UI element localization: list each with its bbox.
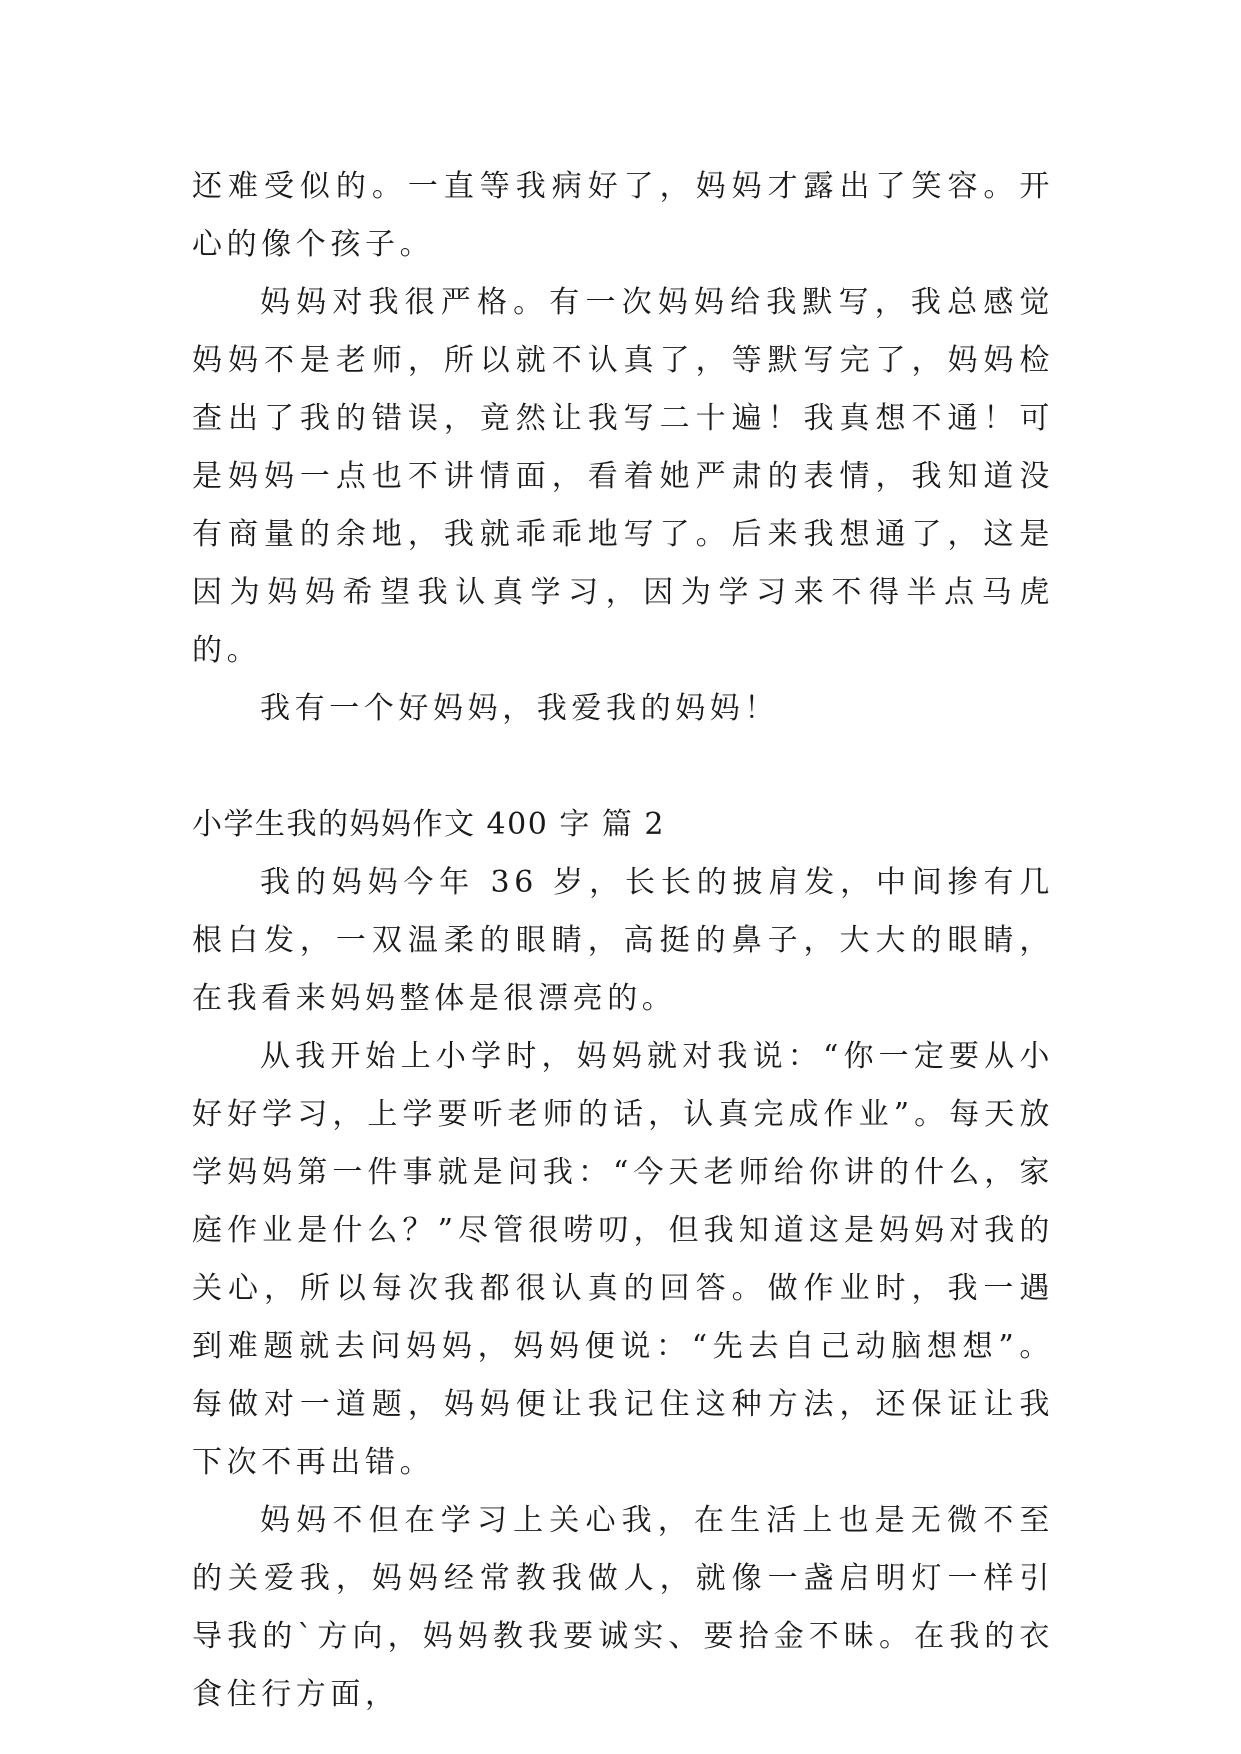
paragraph-mother-description: 我的妈妈今年 36 岁，长长的披肩发，中间掺有几根白发，一双温柔的眼睛，高挺的鼻子，大大的眼睛，在我看来妈妈整体是很漂亮的。 (192, 865, 1054, 1016)
document-body (192, 158, 1054, 1724)
paragraph-closing: 我有一个好妈妈，我爱我的妈妈！ (260, 691, 779, 726)
paragraph-strict-mother: 妈妈对我很严格。有一次妈妈给我默写，我总感觉妈妈不是老师，所以就不认真了，等默写完了，妈妈检查出了我的错误，竟然让我写二十遍！我真想不通！可是妈妈一点也不讲情面，看着她严肃的表情，我知道没有商量的余地，我就乖乖地写了。后来我想通了，这是因为妈妈希望我认真学习，因为学习来不得半点马虎的。 (192, 285, 1054, 668)
section-spacer (192, 738, 1054, 796)
section-heading: 小学生我的妈妈作文 400 字 篇 2 (192, 807, 665, 842)
paragraph-continuation: 还难受似的。一直等我病好了，妈妈才露出了笑容。开心的像个孩子。 (192, 169, 1054, 262)
paragraph-life-care: 妈妈不但在学习上关心我，在生活上也是无微不至的关爱我，妈妈经常教我做人，就像一盏启明灯一样引导我的`方向，妈妈教我要诚实、要拾金不昧。在我的衣食住行方面， (192, 1503, 1054, 1712)
paragraph-study-care: 从我开始上小学时，妈妈就对我说：“你一定要从小好好学习，上学要听老师的话，认真完成作业”。每天放学妈妈第一件事就是问我：“今天老师给你讲的什么，家庭作业是什么？”尽管很唠叨，但我知道这是妈妈对我的关心，所以每次我都很认真的回答。做作业时，我一遇到难题就去问妈妈，妈妈便说：“先去自己动脑想想”。每做对一道题，妈妈便让我记住这种方法，还保证让我下次不再出错。 (192, 1039, 1054, 1480)
